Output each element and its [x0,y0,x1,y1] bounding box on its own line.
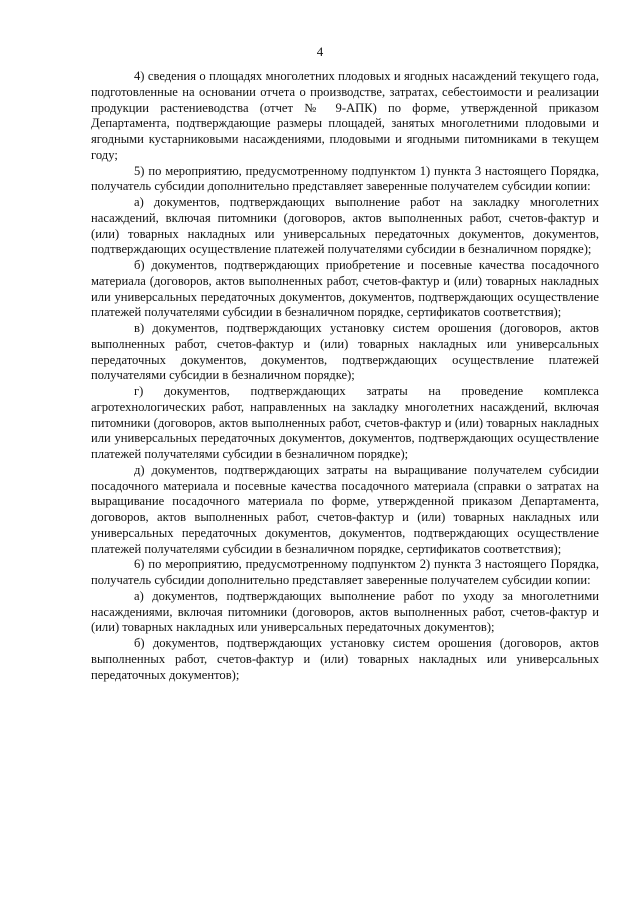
page-number: 4 [316,44,324,59]
paragraph-6a: а) документов, подтверждающих выполнение работ по уходу за многолетними насаждениями, включая питомники (договоров, актов выполненных работ, счетов-фактур и (или) товарных накладных или универсальных передаточных документов); [91,588,599,635]
paragraph-5v: в) документов, подтверждающих установку систем орошения (договоров, актов выполненных работ, счетов-фактур и (или) товарных накладных или универсальных передаточных документов, документов, подтверждающих осуществление платежей получателями субсидии в безналичном порядке); [91,321,599,383]
paragraph-item-4-areas: 4) сведения о площадях многолетних плодовых и ягодных насаждений текущего года, подготовленные на основании отчета о производстве, затратах, себестоимости и реализации продукции растениеводства (отчет № 9-АПК) по форме, утвержденной приказом Департамента, подтверждающие размеры площадей, занятых многолетними плодовыми и ягодными кустарниковыми насаждениями, плодовыми и ягодными питомниками в текущем году; [91,69,599,162]
paragraph-5a: а) документов, подтверждающих выполнение работ на закладку многолетних насаждений, включая питомники (договоров, актов выполненных работ, счетов-фактур и (или) товарных накладных или универсальных передаточных документов, документов, подтверждающих осуществление платежей получателями субсидии в безналичном порядке); [91,195,599,257]
paragraph-6b: б) документов, подтверждающих установку систем орошения (договоров, актов выполненных работ, счетов-фактур и (или) товарных накладных или универсальных передаточных документов); [91,636,599,682]
paragraph-5d: д) документов, подтверждающих затраты на выращивание получателем субсидии посадочного материала и посевные качества посадочного материала (справки о затратах на выращивание посадочного материала по форме, утвержденной приказом Департамента, договоров, актов выполненных работ, счетов-фактур и (или) товарных накладных или универсальных передаточных документов, документов, подтверждающих осуществление платежей получателями субсидии в безналичном порядке, сертификатов соответствия); [91,462,599,556]
paragraph-5b: б) документов, подтверждающих приобретение и посевные качества посадочного материала (договоров, актов выполненных работ, счетов-фактур и (или) товарных накладных или универсальных передаточных документов, документов, подтверждающих осуществление платежей получателями субсидии в безналичном порядке, сертификатов соответствия); [91,258,599,320]
paragraph-item-6-intro: 6) по мероприятию, предусмотренному подпунктом 2) пункта 3 настоящего Порядка, получатель субсидии дополнительно представляет заверенные получателем субсидии копии: [91,557,599,587]
paragraph-item-5-intro: 5) по мероприятию, предусмотренному подпунктом 1) пункта 3 настоящего Порядка, получатель субсидии дополнительно представляет заверенные получателем субсидии копии: [91,163,599,194]
document-body [91,69,599,683]
paragraph-5g: г) документов, подтверждающих затраты на проведение комплекса агротехнологических работ, направленных на закладку многолетних насаждений, включая питомники (договоров, актов выполненных работ, счетов-фактур и (или) товарных накладных или универсальных передаточных документов, документов, подтверждающих осуществление платежей получателями субсидии в безналичном порядке); [91,384,599,461]
